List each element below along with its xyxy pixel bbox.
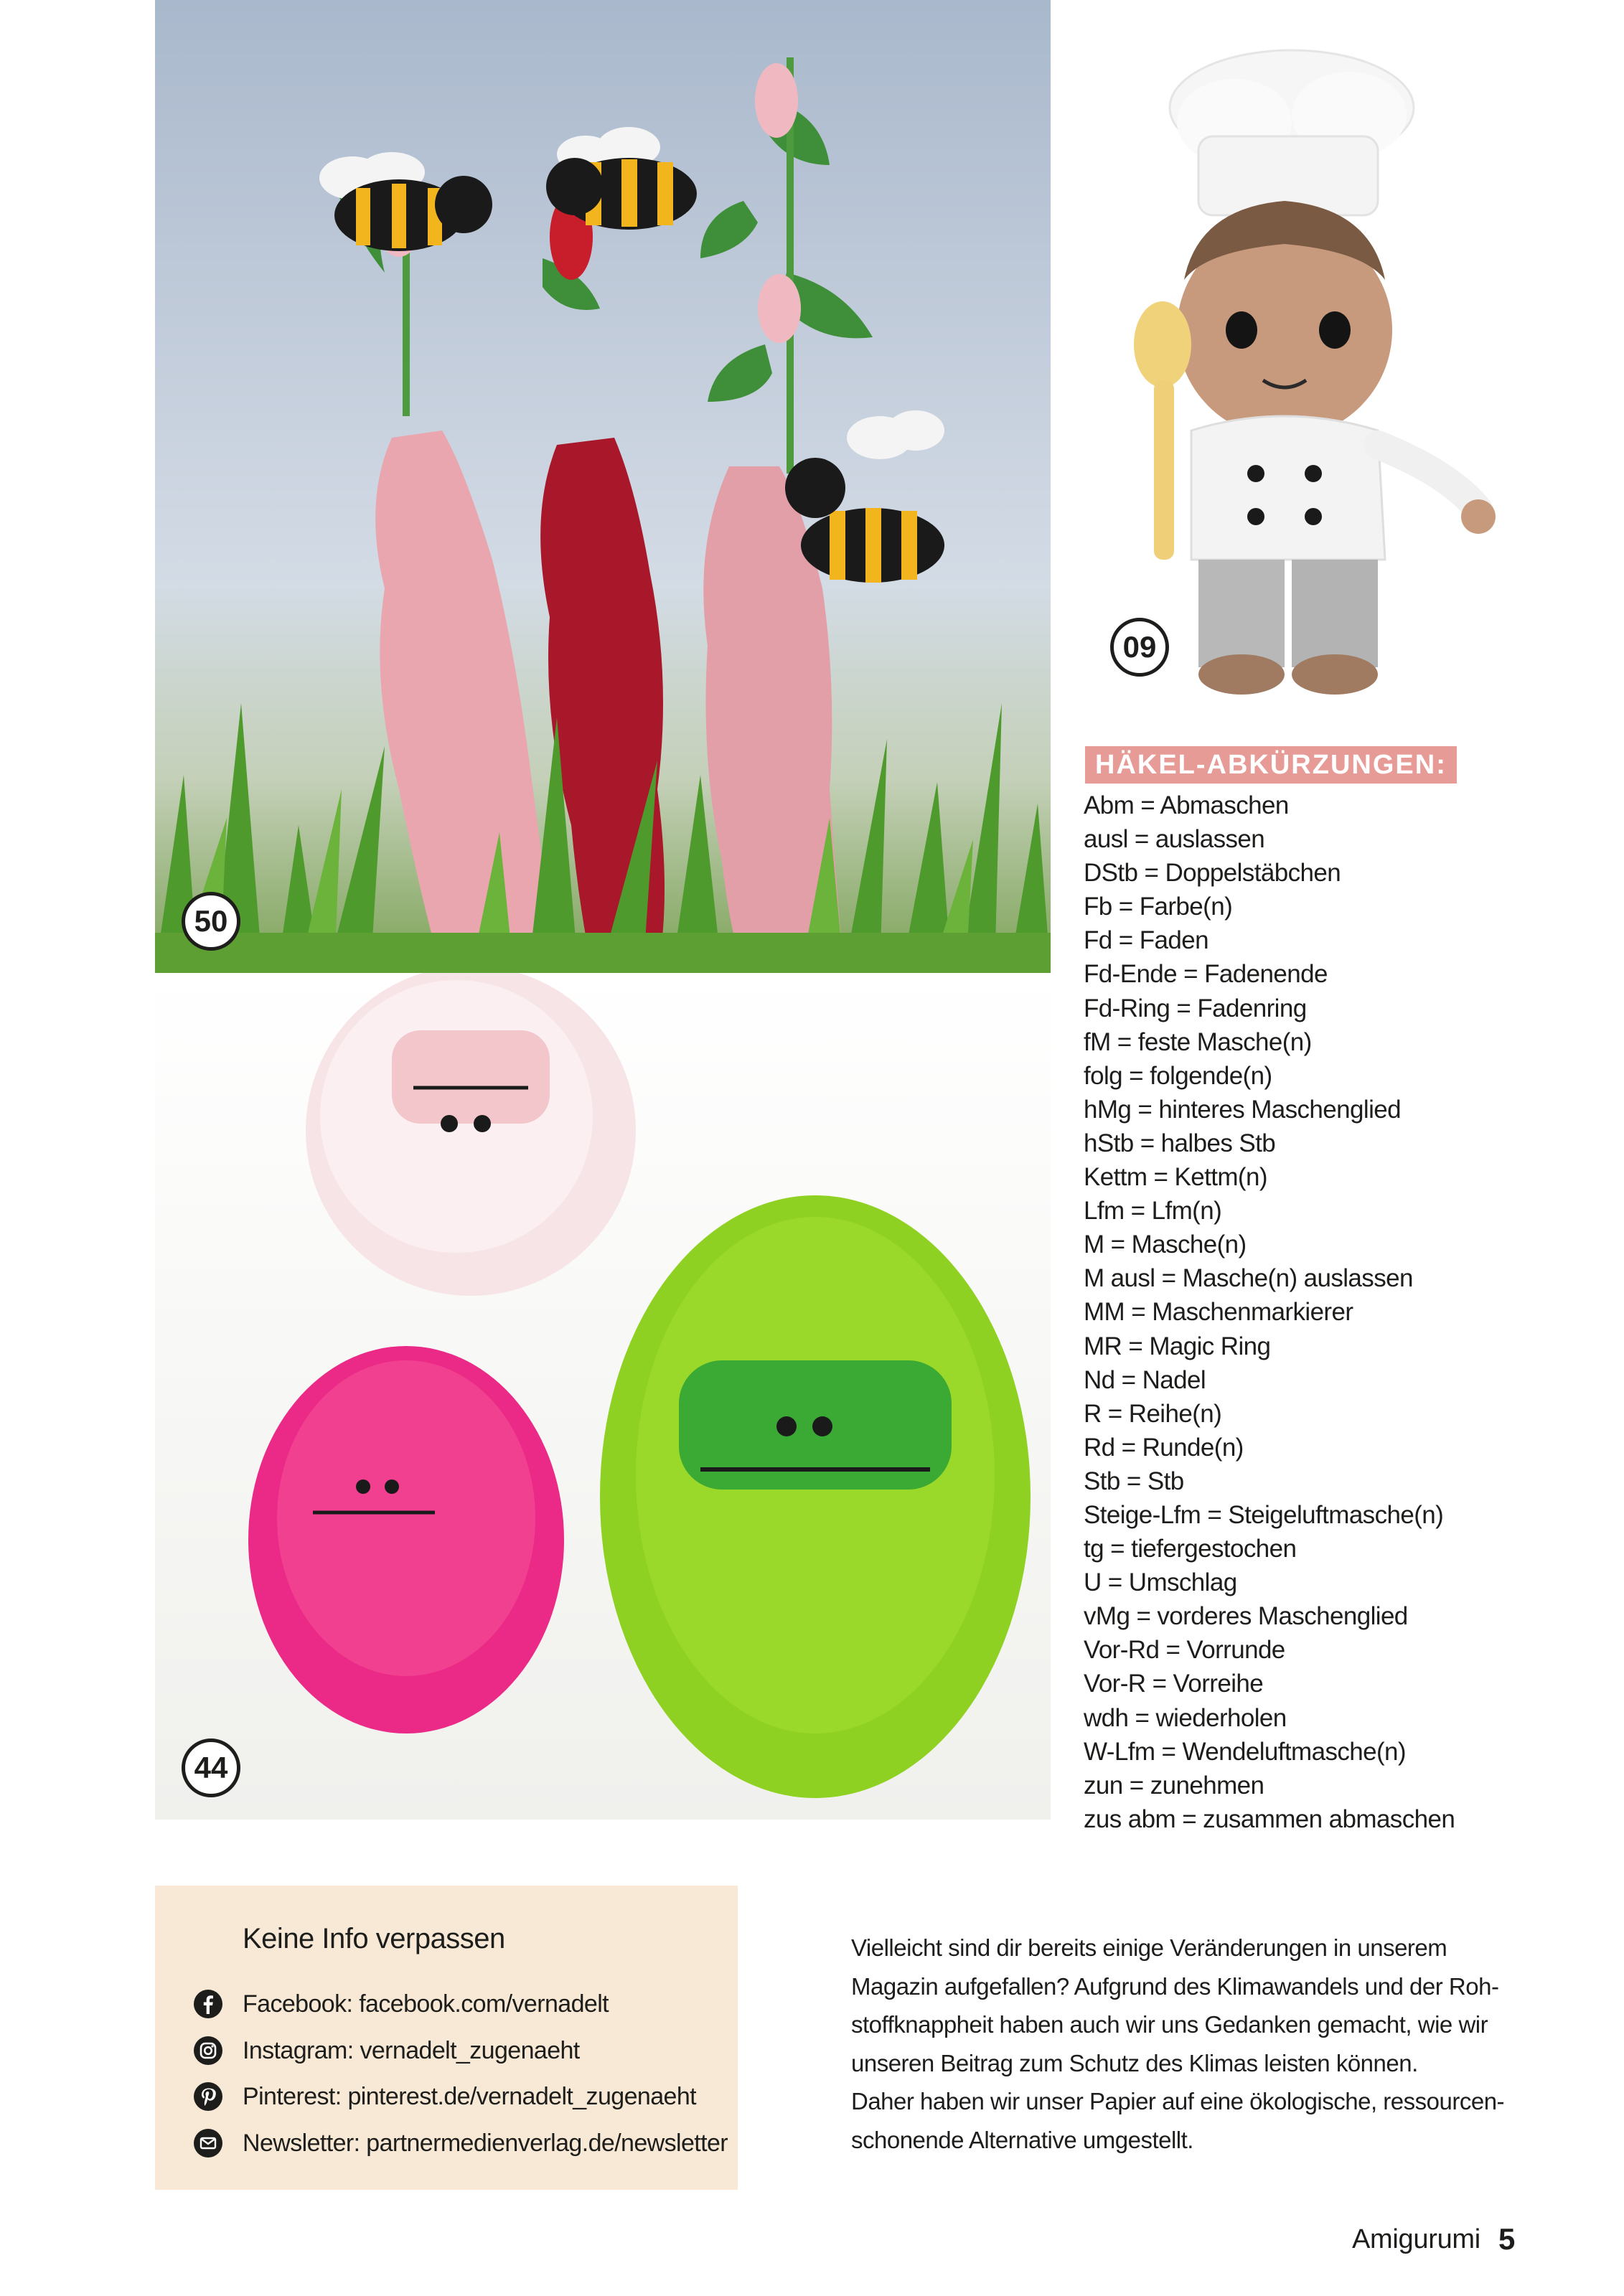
abbreviation-item: Kettm = Kettm(n): [1084, 1163, 1267, 1192]
abbreviation-item: Vor-Rd = Vorrunde: [1084, 1636, 1285, 1665]
abbreviation-item: Fd-Ring = Fadenring: [1084, 994, 1307, 1022]
facebook-icon: [192, 1988, 224, 2020]
pinterest-row[interactable]: [192, 2079, 696, 2114]
abbreviation-item: tg = tiefergestochen: [1084, 1535, 1297, 1563]
abbreviation-item: fM = feste Masche(n): [1084, 1027, 1312, 1056]
body-text-line: Magazin aufgefallen? Aufgrund des Klimawandels und der Roh-: [851, 1972, 1499, 2000]
body-text-line: stoffknappheit haben auch wir uns Gedanken gemacht, wie wir: [851, 2011, 1488, 2038]
abbreviation-item: Lfm = Lfm(n): [1084, 1197, 1222, 1225]
abbreviation-item: M = Masche(n): [1084, 1231, 1247, 1259]
abbreviation-item: vMg = vorderes Maschenglied: [1084, 1602, 1408, 1631]
abbreviation-item: Fd = Faden: [1084, 926, 1208, 955]
abbreviations-heading: HÄKEL-ABKÜRZUNGEN:: [1085, 746, 1457, 784]
photo-crochet-flowers-bees: [155, 0, 1051, 973]
pattern-number-badge-09: 09: [1110, 618, 1169, 677]
abbreviation-item: Rd = Runde(n): [1084, 1433, 1244, 1462]
abbreviation-item: zus abm = zusammen abmaschen: [1084, 1805, 1455, 1833]
abbreviation-item: Steige-Lfm = Steigeluftmasche(n): [1084, 1500, 1444, 1529]
mail-icon: [192, 2127, 224, 2159]
abbreviation-item: Nd = Nadel: [1084, 1365, 1206, 1394]
abbreviation-item: wdh = wiederholen: [1084, 1703, 1287, 1732]
abbreviation-item: R = Reihe(n): [1084, 1399, 1222, 1428]
abbreviation-item: hMg = hinteres Maschenglied: [1084, 1095, 1401, 1124]
info-box-title: Keine Info verpassen: [243, 1923, 505, 1954]
abbreviation-item: hStb = halbes Stb: [1084, 1129, 1276, 1157]
abbreviation-item: DStb = Doppelstäbchen: [1084, 859, 1341, 888]
abbreviation-item: M ausl = Masche(n) auslassen: [1084, 1264, 1413, 1293]
abbreviation-item: Abm = Abmaschen: [1084, 791, 1289, 819]
body-text-line: schonende Alternative umgestellt.: [851, 2126, 1193, 2153]
body-text-line: unseren Beitrag zum Schutz des Klimas leisten können.: [851, 2049, 1418, 2076]
abbreviation-item: W-Lfm = Wendeluftmasche(n): [1084, 1737, 1406, 1766]
photo-crochet-chef-doll: [1076, 43, 1536, 718]
abbreviation-item: Stb = Stb: [1084, 1467, 1184, 1495]
abbreviation-item: folg = folgende(n): [1084, 1061, 1272, 1090]
pinterest-icon: [192, 2081, 224, 2112]
abbreviation-item: Fb = Farbe(n): [1084, 893, 1233, 921]
abbreviation-item: ausl = auslassen: [1084, 825, 1265, 854]
abbreviation-item: MM = Maschenmarkierer: [1084, 1298, 1353, 1327]
abbreviation-item: U = Umschlag: [1084, 1568, 1237, 1597]
abbreviation-item: Vor-R = Vorreihe: [1084, 1670, 1264, 1698]
footer-page-number: 5: [1498, 2222, 1516, 2256]
instagram-link[interactable]: Instagram: vernadelt_zugenaeht: [243, 2036, 580, 2064]
abbreviation-item: MR = Magic Ring: [1084, 1332, 1271, 1360]
abbreviation-item: Fd-Ende = Fadenende: [1084, 960, 1328, 989]
instagram-row[interactable]: [192, 2033, 580, 2069]
facebook-row[interactable]: [192, 1986, 609, 2022]
pinterest-link[interactable]: Pinterest: pinterest.de/vernadelt_zugenaeht: [243, 2082, 696, 2110]
instagram-icon: [192, 2035, 224, 2066]
newsletter-row[interactable]: [192, 2125, 728, 2161]
paper-change-notice: [851, 1929, 1505, 2159]
abbreviation-item: zun = zunehmen: [1084, 1771, 1264, 1799]
body-text-line: Daher haben wir unser Papier auf eine ökologische, ressourcen-: [851, 2088, 1505, 2114]
photo-crochet-furry-monsters: [155, 973, 1051, 1820]
pattern-number-badge-50: 50: [182, 892, 240, 951]
footer-magazine-name: Amigurumi: [1352, 2224, 1480, 2254]
newsletter-link[interactable]: Newsletter: partnermedienverlag.de/newsletter: [243, 2129, 728, 2157]
body-text-line: Vielleicht sind dir bereits einige Veränderungen in unserem: [851, 1934, 1447, 1961]
abbreviations-list: [1084, 789, 1600, 1836]
facebook-link[interactable]: Facebook: facebook.com/vernadelt: [243, 1990, 609, 2018]
pattern-number-badge-44: 44: [182, 1739, 240, 1797]
